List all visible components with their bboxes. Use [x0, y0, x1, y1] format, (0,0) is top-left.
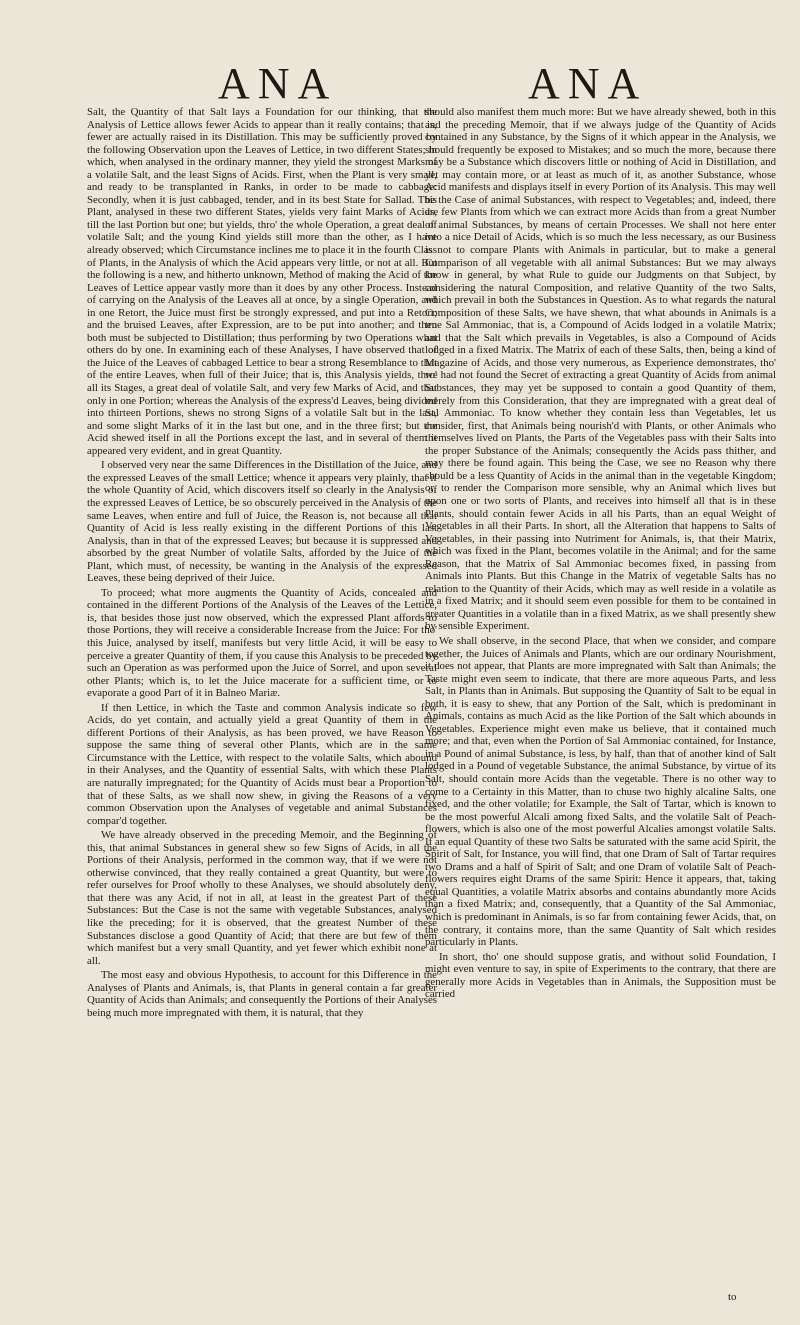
paragraph: We have already observed in the preceding Memoir, and the Beginning of this, that animal Substances in general shew so few Signs of Acids, in all the Portions of their Analysis, performed in the common way, that if we were not otherwise convinced, that they really contained a great Quantity, but were to refer ourselves for Proof wholly to these Analyses, we should absolutely deny, that there was any Acid, if not in all, at least in the greatest Part of these Substances: But the Case is not the same with vegetable Substances, analysed like the preceding; for it is observed, that the greatest Number of these Substances disclose a good Quantity of Acid; that there are but few of them which manifest but a very small Quantity, and yet fewer which exhibit none at all. — [87, 829, 437, 967]
catchword: to — [728, 1291, 737, 1303]
paragraph: The most easy and obvious Hypothesis, to account for this Difference in the Analyses of Plants and Animals, is, that Plants in general contain a far greater Quantity of Acids than Animals; and consequently the Portions of their Analyses being much more impregnated with them, it is natural, that they — [87, 969, 437, 1019]
running-head — [0, 58, 800, 108]
left-column — [87, 106, 437, 1276]
paragraph: should also manifest them much more: But we have already shewed, both in this and the preceding Memoir, that if we always judge of the Quantity of Acids contained in any Substance, by the Signs of it which appear in the Analysis, we should frequently be exposed to Mistakes; and so much the more, because there may be a Substance which discovers little or nothing of Acid in Distillation, and yet may contain more, or at least as much of it, as another Substance, whose Acid manifests and displays itself in every Portion of its Analysis. This may well be the Case of animal Substances, with respect to Vegetables; and, indeed, there are few Plants from which we can extract more Acids than from a great Number of animal Substances, by means of certain Processes. We shall not here enter into a nice Detail of Acids, which is so much the less necessary, as our Business is not to compare Plants with Animals in particular, but to make a general Comparison of all vegetable with all animal Substances: But we may always know in general, by what Rule to guide our Judgments on that Subject, by considering the natural Composition, and relative Quantity of the two Salts, which prevail in both the Substances in Question. As to what regards the natural Composition of these Salts, we have shewn, that what abounds in Animals is a true Sal Ammoniac, that is, a Compound of Acids lodged in a volatile Matrix; and that the Salt which prevails in Vegetables, is also a Compound of Acids lodged in a fixed Matrix. The Matrix of each of these Salts, then, being a kind of Magazine of Acids, and those very numerous, as Experience demonstrates, tho' we had not found the Secret of extracting a great Quantity of Acids from animal Substances, they may yet be supposed to contain a good Quantity of them, merely from this Consideration, that they are impregnated with a great deal of Sal Ammoniac. To know whether they contain less than Vegetables, let us consider, first, that Animals being nourish'd with Plants, or other Animals who themselves lived on Plants, the Parts of the Vegetables pass with their Salts into the proper Substance of the Animals; consequently the Acids pass thither, and may there be found again. This being the Case, we see no Reason why there should be a less Quantity of Acids in the animal than in the vegetable Kingdom; or, to render the Comparison more sensible, why an Animal which lives but upon one or two sorts of Plants, and receives into himself all that is in these Plants, should contain fewer Acids in all his Parts, than an equal Weight of Vegetables in all their Parts. In short, all the Alteration that happens to Salts of Vegetables, in their passing into Nutriment for Animals, is, that their Matrix, which was fixed in the Plant, becomes volatile in the Animal; and for the same Reason, that the Matrix of Sal Ammoniac becomes fixed, in passing from Animals into Plants. But this Change in the Matrix of vegetable Salts has no relation to the Quantity of their Acids, which may as well reside in a volatile as in a fixed Matrix; and it should seem even possible for them to be contained in greater Quantities in a volatile than in a fixed Matrix, as we shall presently shew by sensible Experiment. — [425, 106, 776, 633]
running-head-left: ANA — [218, 59, 338, 108]
running-head-right: ANA — [528, 59, 648, 108]
paragraph: In short, tho' one should suppose gratis, and without solid Foundation, I might even venture to say, in spite of Experiments to the contrary, that there are generally more Acids in Vegetables than in Animals, the Supposition must be carried — [425, 950, 776, 1001]
right-column — [425, 106, 776, 1276]
paragraph: To proceed; what more augments the Quantity of Acids, concealed and contained in the different Portions of the Analysis of the Leaves of the Lettice, is, that besides those just now observed, which the expressed Plant affords to those Portions, they will receive a considerable Increase from the Juice: For tho' this Juice, analysed by itself, manifests but very little Acid, it will be easy to perceive a greater Quantity of them, if you cause this Analysis to be preceded by such an Operation as was performed upon the Juice of Sorrel, and upon several other Plants; which is, to let the Juice macerate for a sufficient time, or to evaporate a good Part of it in Balneo Mariæ. — [87, 586, 437, 700]
paragraph: Salt, the Quantity of that Salt lays a Foundation for our thinking, that the Analysis of Lettice allows fewer Acids to appear than it really contains; that is, fewer are actually raised in its Distillation. This may be sufficiently proved by the following Observation upon the Leaves of Lettice, in two different States; in which, when analysed in the ordinary manner, they yield the strongest Marks of a volatile Salt, and the least Signs of Acids. First, when the Plant is very small, and ready to be transplanted in Ranks, in order to be made to cabbage: Secondly, when it is just cabbaged, tender, and in its best State for Sallad. This Plant, analysed in these two different States, yields very faint Marks of Acids, till the last Portion but one; but yields, thro' the whole Operation, a great deal of volatile Salt; and the young Kind yields still more than the other, as I have already observed; which Circumstance inclines me to place it in the fourth Class of Plants, in the Analysis of which the Acid appears very little, or not at all. But the following is a new, and hitherto unknown, Method of making the Acid of the Leaves of Lettice appear vastly more than it does by any other Process. Instead of carrying on the Analysis of the Leaves all at once, by a single Operation, and in one Retort, the Juice must first be strongly expressed, and put into a Retort; and the bruised Leaves, after Expression, are to be put into another; and then both must be subjected to Distillation; thus performing by two Operations what others do by one. In examining each of these Analyses, I have observed that of the Juice of the Leaves of cabbaged Lettice to bear a strong Resemblance to that of the entire Leaves, when full of their Juice; that is, this Analysis yields, thro' all its Stages, a great deal of volatile Salt, and very few Marks of Acid, and that only in one Portion; whereas the Analysis of the express'd Leaves, being divided into thirteen Portions, shews no strong Signs of a volatile Salt but in the last, and some slight Marks of it in the last but one, and in the three first; but the Acid shewed itself in all the Portions except the last, and in several of them it appeared very evident, and in great Quantity. — [87, 106, 437, 457]
paragraph: We shall observe, in the second Place, that when we consider, and compare together, the Juices of Animals and Plants, which are our ordinary Nourishment, it does not appear, that Plants are more impregnated with Salt than Animals; the Taste might even seem to indicate, that there are more aqueous Parts, and less Salt, in Plants than in Animals. But supposing the Quantity of Salt to be equal in both, it is easy to shew, that any Portion of the Salt, which is predominant in Animals, contains as much Acid as the like Portion of the Salt which abounds in Vegetables. Experience might even make us believe, that it contained much more; and that, even when the Portion of Sal Ammoniac contained, for Instance, in a Pound of animal Substance, is less, by half, than that of another kind of Salt lodged in a Pound of vegetable Substance, the animal Substance, by virtue of its Salt, should contain more Acids than the vegetable. There is no other way to come to a Certainty in this Matter, than to chuse two highly alcaline Salts, one fixed, and the other volatile; for Example, the Salt of Tartar, which is known to be the most powerful Alcali among fixed Salts, and the volatile Salt of Peach-flowers, which is also one of the most powerful Alcalies amongst volatile Salts. If an equal Quantity of these two Salts be saturated with the same acid Spirit, the Spirit of Salt, for Instance, you will find, that one Dram of Salt of Tartar requires two Drams and a half of Spirit of Salt; and one Dram of volatile Salt of Peach-flowers requires eight Drams of the same Spirit: Hence it appears, that, taking equal Quantities, a volatile Matrix absorbs and contains abundantly more Acids than a fixed Matrix; and, consequently, that a Quantity of the Sal Ammoniac, which is predominant in Animals, is so far from containing fewer Acids, that, on the contrary, it contains more, than the same Quantity of Salt which resides particularly in Plants. — [425, 634, 776, 949]
paragraph: If then Lettice, in which the Taste and common Analysis indicate so few Acids, do yet contain, and actually yield a great Quantity of them in the different Portions of their Analysis, as has been proved, we have Reason to suppose the same thing of several other Plants, which are in the same Circumstance with the Lettice, with respect to the volatile Salts, which abound in their Analyses, and the Quantity of essential Salts, with which these Plants are naturally impregnated; for the Quantity of Acids must bear a Proportion to that of these Salts, as we shall now shew, in giving the Reasons of a very common Observation upon the Analyses of vegetable and animal Substances compar'd together. — [87, 701, 437, 827]
paragraph: I observed very near the same Differences in the Distillation of the Juice, and the expressed Leaves of the small Lettice; whence it appears very plainly, that if the whole Quantity of Acid, which discovers itself so clearly in the Analysis of the expressed Leaves of Lettice, be so obscurely perceived in the Analysis of the same Leaves, when entire and full of Juice, the Reason is, not because all that Quantity of Acid is less really existing in the different Portions of this last Analysis, than in that of the expressed Leaves; but because it is suppressed and absorbed by the great Number of volatile Salts, afforded by the Juice of the Plant, which must, of necessity, be wanting in the Analysis of the expressed Leaves, these being deprived of their Juice. — [87, 459, 437, 585]
